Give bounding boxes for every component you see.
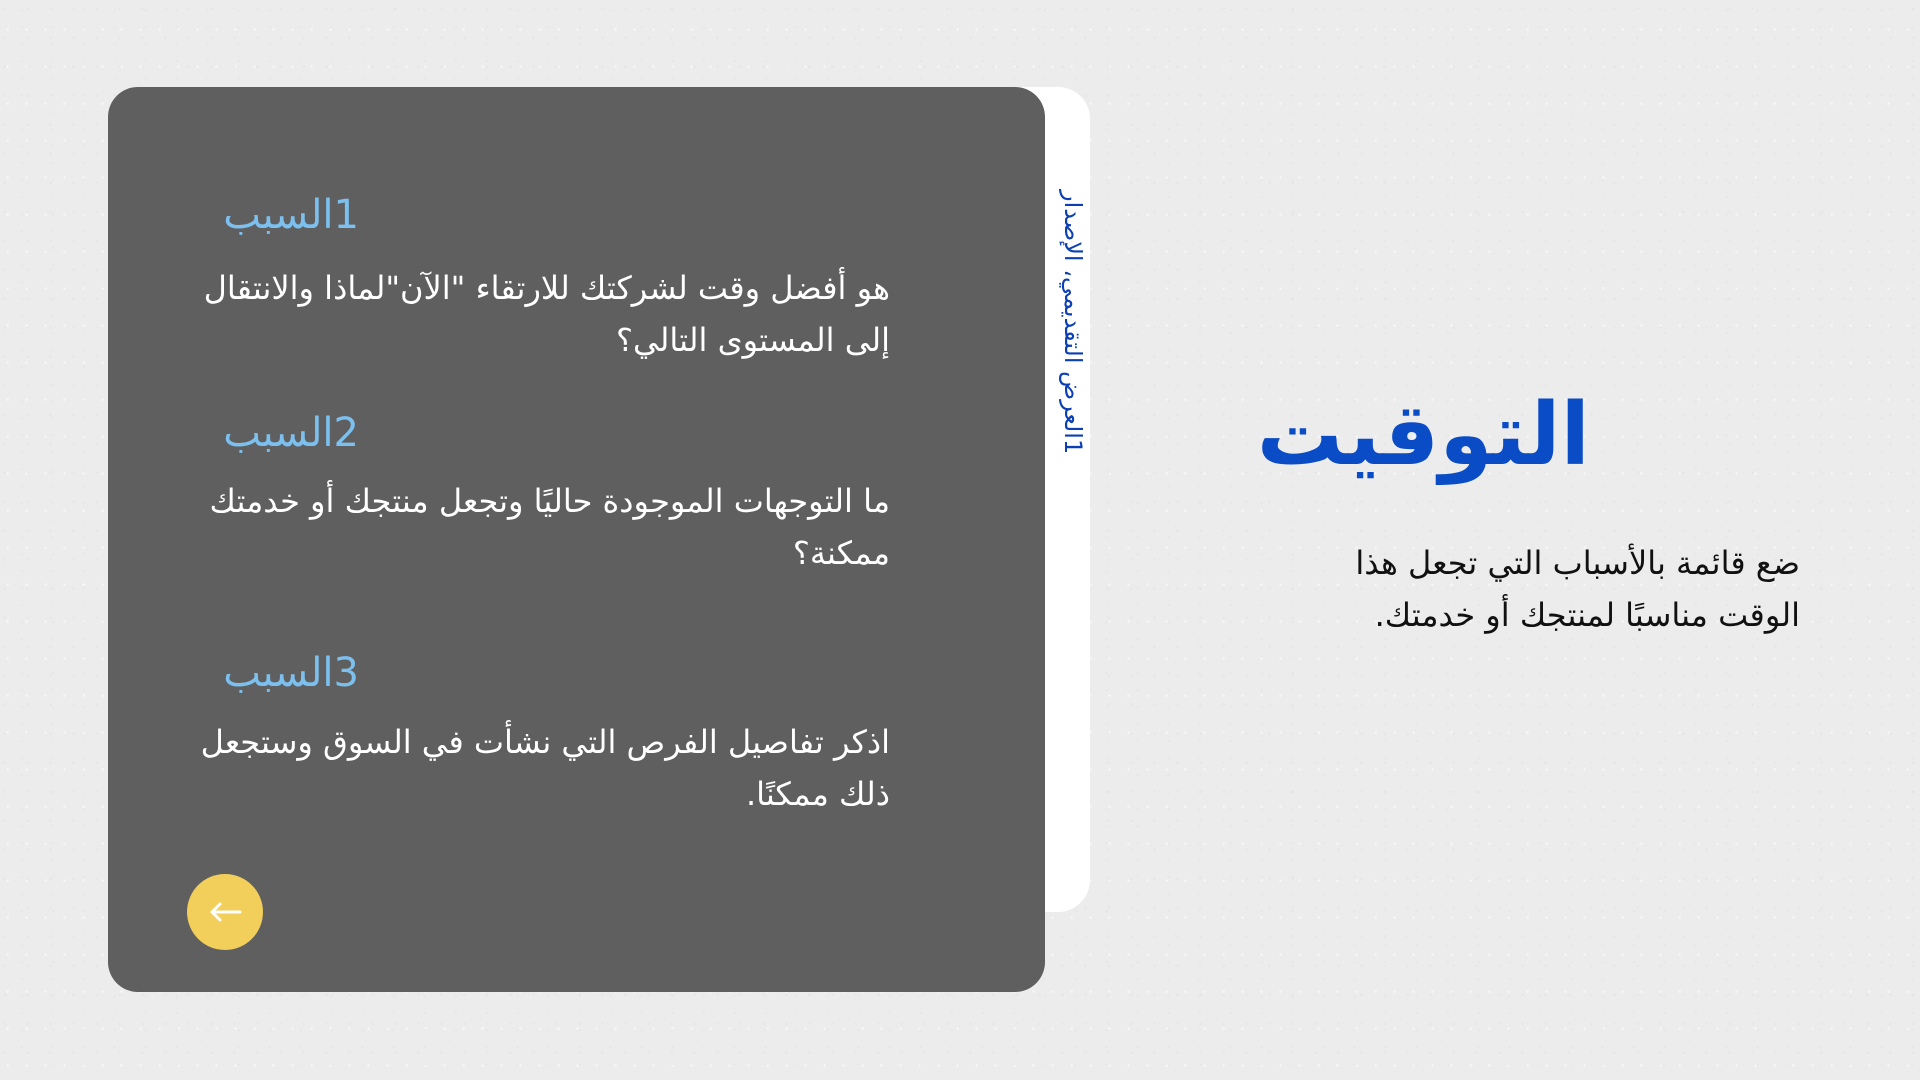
reason-2-heading: 2السبب (223, 410, 359, 456)
reason-1-text: هو أفضل وقت لشركتك للارتقاء "الآن"لماذا والانتقال إلى المستوى التالي؟ (203, 269, 890, 359)
page-description: ضع قائمة بالأسباب التي تجعل هذا الوقت مناسبًا لمنتجك أو خدمتك. (1355, 544, 1800, 634)
reason-2-text: ما التوجهات الموجودة حاليًا وتجعل منتجك أو خدمتك ممكنة؟ (209, 482, 890, 572)
back-button[interactable] (187, 874, 263, 950)
reason-1-heading: 1السبب (223, 192, 359, 238)
reason-3-text: اذكر تفاصيل الفرص التي نشأت في السوق وستجعل ذلك ممكنًا. (200, 723, 890, 813)
page-title: التوقيت (1256, 385, 1590, 485)
arrow-left-icon (208, 901, 242, 923)
reason-3-heading: 3السبب (223, 650, 359, 696)
side-tab-label: 1العرض التقديمي، الإصدار (1059, 190, 1087, 455)
